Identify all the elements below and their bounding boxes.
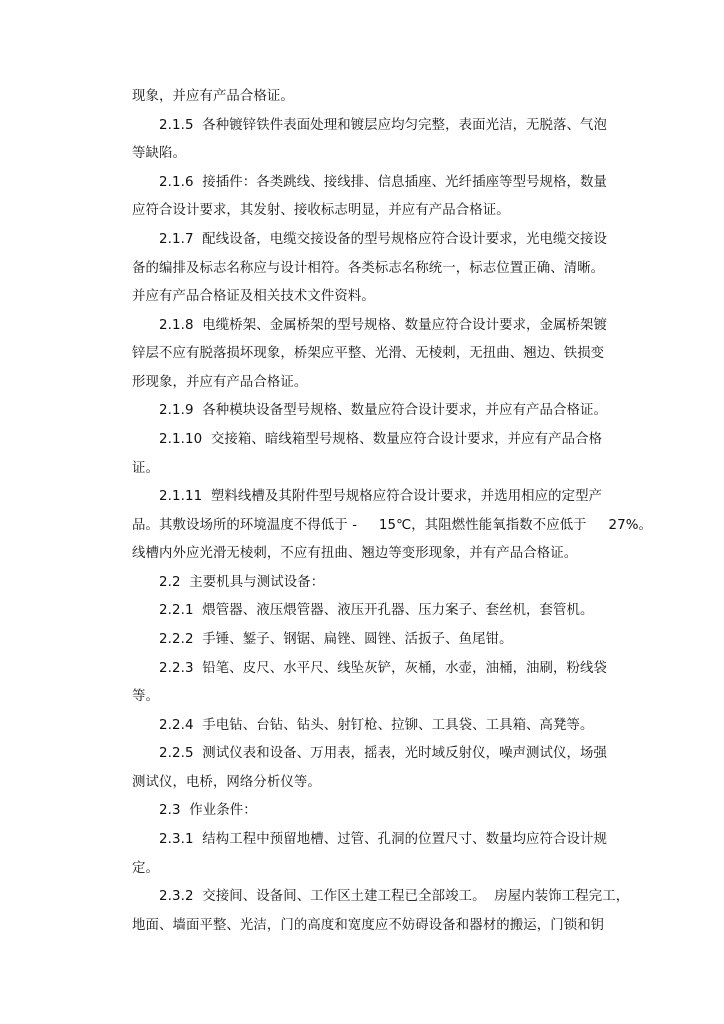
text-line: 2.3.2 交接间、设备间、工作区土建工程已全部竣工。 房屋内装饰工程完工， [159, 889, 630, 904]
text-line: 等。 [132, 689, 159, 704]
text-line: 定。 [132, 861, 159, 876]
text-line: 备的编排及标志名称应与设计相符。各类标志名称统一，标志位置正确、清晰。 [132, 261, 605, 276]
text-line: 2.1.7 配线设备，电缆交接设备的型号规格应符合设计要求，光电缆交接设 [159, 232, 608, 247]
text-line: 2.2.3 铅笔、皮尺、水平尺、线坠灰铲，灰桶，水壶，油桶，油刷，粉线袋 [159, 661, 608, 676]
text-line: 并应有产品合格证及相关技术文件资料。 [132, 289, 375, 304]
text-line: 线槽内外应光滑无棱刺，不应有扭曲、翘边等变形现象，并有产品合格证。 [132, 546, 578, 561]
text-line: 2.2.5 测试仪表和设备、万用表，摇表，光时域反射仪，噪声测试仪，场强 [159, 746, 608, 761]
text-line: 2.1.10 交接箱、暗线箱型号规格、数量应符合设计要求，并应有产品合格 [159, 432, 603, 447]
text-line: 2.2.4 手电钻、台钻、钻头、射钉枪、拉铆、工具袋、工具箱、高凳等。 [159, 718, 594, 733]
text-line: 品。其敷设场所的环境温度不得低于 - 15℃，其阻燃性能氧指数不应低于 27%。 [132, 518, 653, 533]
text-line: 2.2.2 手锤、錾子、钢锯、扁锉、圆锉、活扳子、鱼尾钳。 [159, 632, 513, 647]
text-line: 等缺陷。 [132, 146, 186, 161]
text-line: 形现象，并应有产品合格证。 [132, 375, 308, 390]
text-line: 2.1.5 各种镀锌铁件表面处理和镀层应均匀完整，表面光洁，无脱落、气泡 [159, 118, 608, 133]
text-line: 2.1.6 接插件：各类跳线、接线排、信息插座、光纤插座等型号规格，数量 [159, 175, 608, 190]
text-line: 2.2.1 煨管器、液压煨管器、液压开孔器、压力案子、套丝机，套管机。 [159, 603, 594, 618]
text-line: 应符合设计要求，其发射、接收标志明显，并应有产品合格证。 [132, 203, 510, 218]
text-line: 测试仪，电桥，网络分析仪等。 [132, 775, 321, 790]
text-line: 2.1.9 各种模块设备型号规格、数量应符合设计要求，并应有产品合格证。 [159, 403, 608, 418]
text-line: 2.3 作业条件： [159, 803, 257, 818]
text-line: 2.2 主要机具与测试设备： [159, 575, 325, 590]
text-line: 2.1.11 塑料线槽及其附件型号规格应符合设计要求，并选用相应的定型产 [159, 489, 603, 504]
text-line: 2.3.1 结构工程中预留地槽、过管、孔洞的位置尺寸、数量均应符合设计规 [159, 832, 608, 847]
text-line: 2.1.8 电缆桥架、金属桥架的型号规格、数量应符合设计要求，金属桥架镀 [159, 318, 608, 333]
text-line: 地面、墙面平整、光洁，门的高度和宽度应不妨碍设备和器材的搬运，门锁和钥 [132, 918, 605, 933]
text-line: 现象，并应有产品合格证。 [132, 89, 294, 104]
text-line: 证。 [132, 461, 159, 476]
text-line: 锌层不应有脱落损坏现象，桥架应平整、光滑、无棱刺，无扭曲、翘边、铁损变 [132, 346, 605, 361]
